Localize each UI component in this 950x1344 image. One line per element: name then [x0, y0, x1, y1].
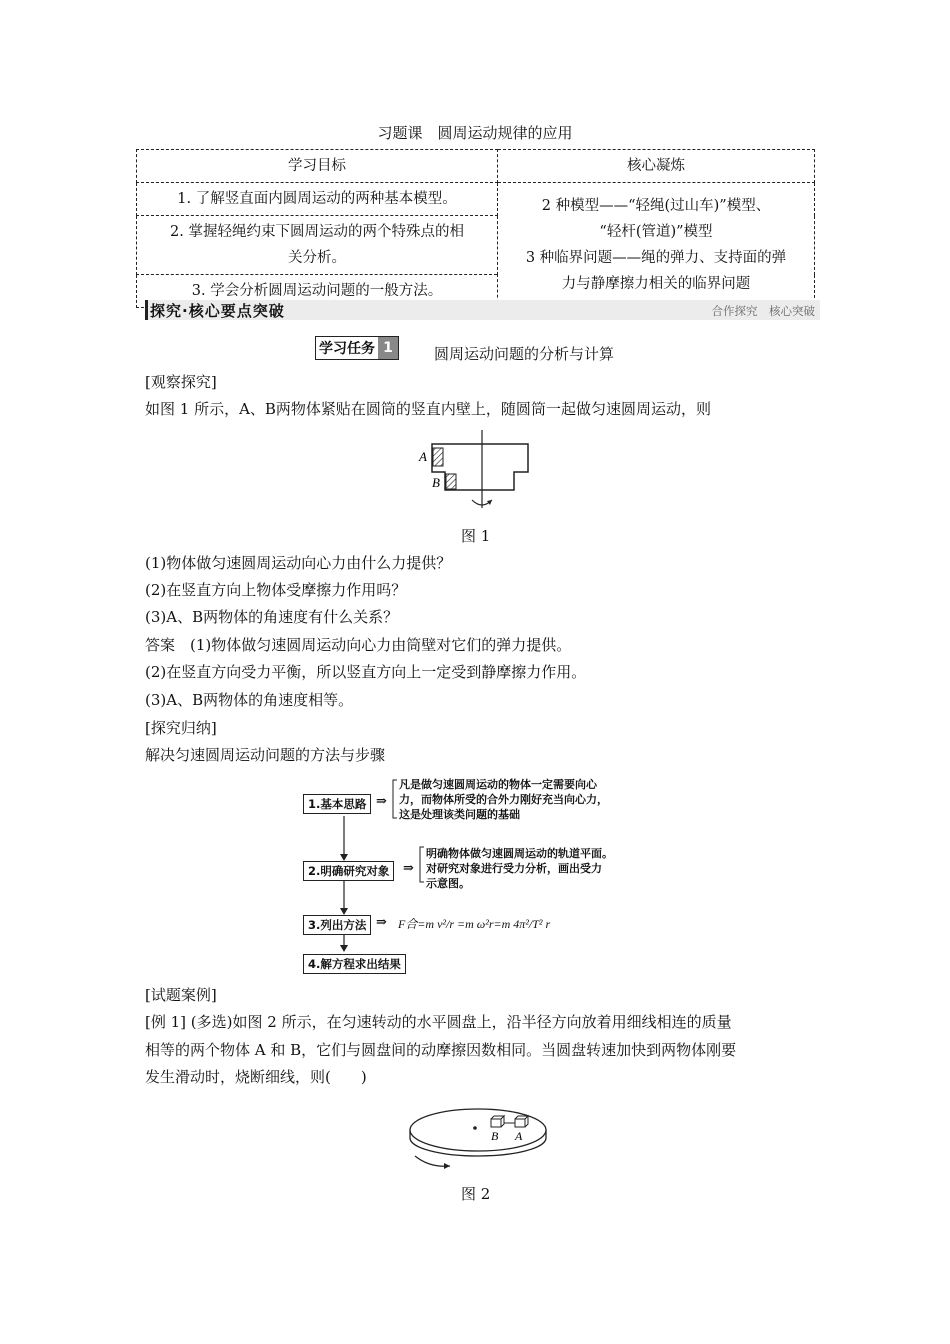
- goals-table: [136, 149, 815, 308]
- figure-2-caption: 图 2: [461, 1185, 491, 1203]
- goal-2: [137, 216, 498, 275]
- example-line-1: [例 1] (多选)如图 2 所示，在匀速转动的水平圆盘上，沿半径方向放着用细线相连的质量: [145, 1013, 732, 1031]
- core-line-4: 力与静摩擦力相关的临界问题: [561, 276, 751, 292]
- center-dot: [473, 1126, 477, 1130]
- block-b: [491, 1119, 501, 1127]
- flow-step-3-formula: F合=m v²/r =m ω²r=m 4π²/T² r: [398, 917, 551, 931]
- answer-3: (3)A、B两物体的角速度相等。: [145, 691, 354, 709]
- flow-step-2-desc-line-2: 对研究对象进行受力分析，画出受力: [426, 862, 602, 875]
- task-badge-number: 1: [378, 337, 398, 359]
- flow-step-1-desc-line-1: 凡是做匀速圆周运动的物体一定需要向心: [399, 778, 597, 791]
- question-1: (1)物体做匀速圆周运动向心力由什么力提供？: [145, 554, 452, 572]
- arrow-right-icon: ⇒: [403, 861, 414, 876]
- observe-intro: 如图 1 所示，A、B两物体紧贴在圆筒的竖直内壁上，随圆筒一起做匀速圆周运动，则: [145, 400, 711, 418]
- example-line-2: 相等的两个物体 A 和 B，它们与圆盘间的动摩擦因数相同。当圆盘转速加快到两物体刚要: [145, 1041, 737, 1059]
- doc-title: 习题课 圆周运动规律的应用: [377, 124, 573, 142]
- flow-step-2-desc: [426, 846, 613, 891]
- goals-header: 学习目标: [137, 150, 498, 183]
- core-line-3: 3 种临界问题——绳的弹力、支持面的弹: [525, 250, 787, 266]
- flow-step-1-desc: [399, 777, 608, 822]
- flow-step-1-desc-line-3: 这是处理该类问题的基础: [399, 808, 520, 821]
- flow-step-2-desc-line-1: 明确物体做匀速圆周运动的轨道平面。: [426, 847, 613, 860]
- block-b: [446, 474, 456, 489]
- label-b: B: [432, 475, 440, 490]
- goal-2-line-1: 2. 掌握轻绳约束下圆周运动的两个特殊点的相: [170, 224, 464, 240]
- core-line-1: 2 种模型——“轻绳(过山车)”模型、: [541, 198, 771, 214]
- flow-step-2: 2.明确研究对象: [303, 861, 394, 881]
- method-flowchart: [300, 776, 680, 976]
- goal-1: 1. 了解竖直面内圆周运动的两种基本模型。: [137, 183, 498, 216]
- observe-heading: [观察探究]: [145, 373, 217, 391]
- summary-intro: 解决匀速圆周运动问题的方法与步骤: [145, 746, 386, 764]
- flow-step-4: 4.解方程求出结果: [303, 954, 406, 974]
- goal-3: 3. 学会分析圆周运动问题的一般方法。: [137, 275, 498, 308]
- task-badge-label: 学习任务: [319, 341, 375, 357]
- flow-step-3: 3.列出方法: [303, 915, 371, 935]
- core-header: 核心凝炼: [498, 150, 815, 183]
- figure-1-caption: 图 1: [461, 527, 491, 545]
- question-2: (2)在竖直方向上物体受摩擦力作用吗？: [145, 581, 407, 599]
- label-a: A: [515, 1129, 523, 1143]
- task-title: 圆周运动问题的分析与计算: [434, 345, 615, 363]
- task-badge: [315, 336, 399, 360]
- question-3: (3)A、B两物体的角速度有什么关系？: [145, 608, 399, 626]
- goal-2-line-2: 关分析。: [288, 250, 346, 266]
- section-subtitle: 合作探究 核心突破: [711, 304, 815, 318]
- section-title: 探究·核心要点突破: [150, 302, 285, 320]
- flow-step-2-desc-line-3: 示意图。: [426, 877, 470, 890]
- case-heading: [试题案例]: [145, 986, 217, 1004]
- label-a: A: [419, 449, 427, 464]
- block-a: [433, 448, 443, 466]
- arrow-right-icon: ⇒: [376, 794, 387, 809]
- label-b: B: [491, 1129, 499, 1143]
- figure-1-cylinder: [410, 428, 540, 524]
- core-line-2: “轻杆(管道)”模型: [599, 224, 713, 240]
- arrow-right-icon: ⇒: [376, 915, 387, 930]
- figure-2-turntable: [405, 1098, 555, 1174]
- block-a: [515, 1119, 525, 1127]
- flow-step-1: 1.基本思路: [303, 794, 371, 814]
- example-line-3: 发生滑动时，烧断细线，则( ): [145, 1068, 367, 1086]
- answer-1: 答案 (1)物体做匀速圆周运动向心力由筒壁对它们的弹力提供。: [145, 636, 572, 654]
- answer-2: (2)在竖直方向受力平衡，所以竖直方向上一定受到静摩擦力作用。: [145, 663, 587, 681]
- summary-heading: [探究归纳]: [145, 719, 217, 737]
- flow-step-1-desc-line-2: 力，而物体所受的合外力刚好充当向心力，: [399, 793, 608, 806]
- core-summary: [498, 183, 815, 308]
